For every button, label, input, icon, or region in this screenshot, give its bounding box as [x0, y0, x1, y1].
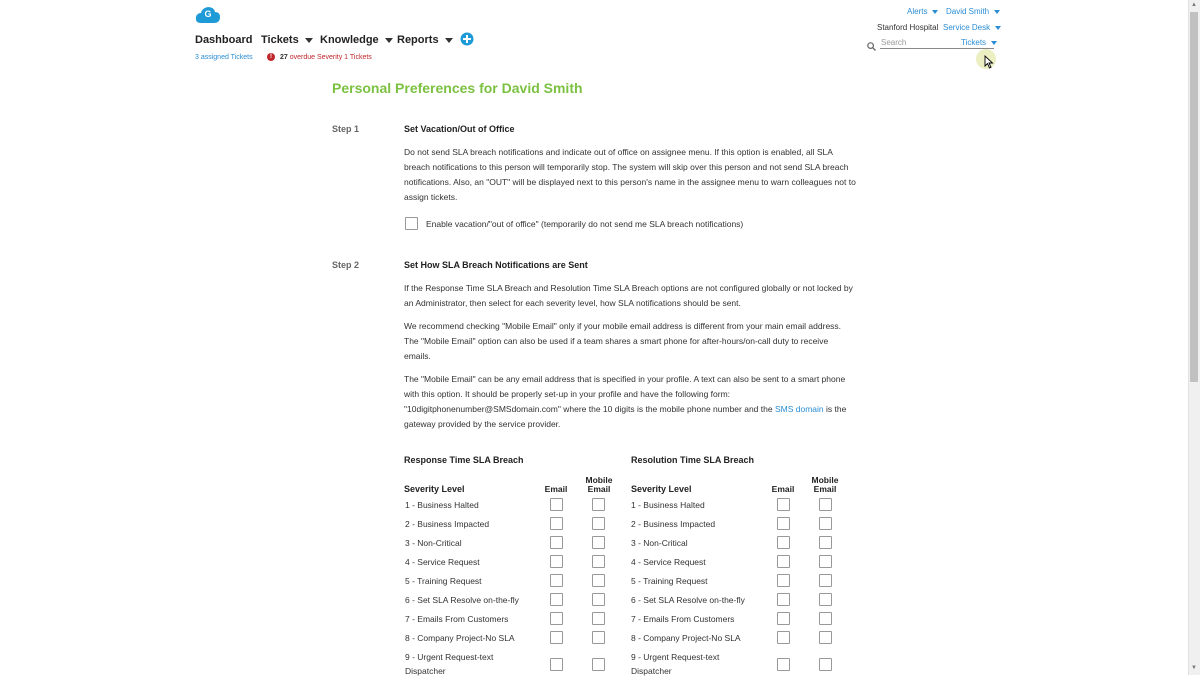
search-input[interactable]: Search — [880, 37, 994, 49]
response-severity-label: 6 - Set SLA Resolve on-the-fly — [405, 595, 519, 605]
resolution-mobile-email-checkbox[interactable] — [819, 555, 832, 568]
plus-circle-icon — [460, 32, 474, 46]
resolution-col-mobile-email: Mobile Email — [811, 475, 839, 494]
response-mobile-email-checkbox[interactable] — [592, 593, 605, 606]
nav-reports[interactable]: Reports — [397, 34, 453, 46]
logo-letter: G — [204, 9, 212, 19]
resolution-email-checkbox[interactable] — [777, 593, 790, 606]
resolution-email-checkbox[interactable] — [777, 612, 790, 625]
resolution-mobile-email-checkbox[interactable] — [819, 631, 832, 644]
resolution-severity-label: 6 - Set SLA Resolve on-the-fly — [631, 595, 745, 605]
response-mobile-email-checkbox[interactable] — [592, 536, 605, 549]
resolution-mobile-email-checkbox[interactable] — [819, 517, 832, 530]
page-title: Personal Preferences for David Smith — [332, 80, 583, 96]
step2-label: Step 2 — [332, 260, 360, 270]
overdue-tickets-link[interactable]: ! 27 overdue Severity 1 Tickets — [267, 53, 372, 61]
vacation-checkbox[interactable] — [405, 217, 418, 230]
response-table-title: Response Time SLA Breach — [404, 455, 524, 465]
scrollbar-thumb[interactable] — [1190, 12, 1198, 382]
response-severity-label: 3 - Non-Critical — [405, 538, 462, 548]
response-email-checkbox[interactable] — [550, 498, 563, 511]
response-severity-label: 8 - Company Project-No SLA — [405, 633, 515, 643]
resolution-severity-label: 4 - Service Request — [631, 557, 706, 567]
resolution-col-severity: Severity Level — [631, 484, 692, 494]
response-mobile-email-checkbox[interactable] — [592, 555, 605, 568]
response-email-checkbox[interactable] — [550, 517, 563, 530]
chevron-down-icon — [932, 10, 938, 14]
response-mobile-email-checkbox[interactable] — [592, 498, 605, 511]
resolution-mobile-email-checkbox[interactable] — [819, 498, 832, 511]
chevron-down-icon — [991, 41, 997, 45]
user-menu[interactable]: David Smith — [946, 7, 1000, 16]
logo[interactable] — [195, 6, 221, 24]
resolution-email-checkbox[interactable] — [777, 498, 790, 511]
step1-heading: Set Vacation/Out of Office — [404, 124, 515, 134]
resolution-severity-label-continued: Dispatcher — [631, 666, 672, 676]
response-mobile-email-checkbox[interactable] — [592, 612, 605, 625]
resolution-severity-label: 9 - Urgent Request-text — [631, 652, 720, 662]
resolution-table-title: Resolution Time SLA Breach — [631, 455, 755, 465]
response-severity-label: 5 - Training Request — [405, 576, 482, 586]
response-severity-label-continued: Dispatcher — [405, 666, 446, 676]
response-email-checkbox[interactable] — [550, 574, 563, 587]
sms-domain-link[interactable]: SMS domain — [774, 404, 824, 414]
mouse-pointer-icon — [984, 55, 994, 74]
chevron-down-icon — [994, 10, 1000, 14]
chevron-down-icon — [385, 38, 393, 43]
nav-dashboard[interactable]: Dashboard — [195, 34, 253, 46]
response-severity-label: 4 - Service Request — [405, 557, 480, 567]
alert-icon: ! — [267, 53, 275, 61]
resolution-severity-label: 8 - Company Project-No SLA — [631, 633, 741, 643]
service-desk-menu[interactable]: Service Desk — [943, 23, 1001, 32]
response-severity-label: 9 - Urgent Request-text — [405, 652, 494, 662]
step1-label: Step 1 — [332, 124, 360, 134]
response-severity-label: 7 - Emails From Customers — [405, 614, 509, 624]
resolution-email-checkbox[interactable] — [777, 536, 790, 549]
response-email-checkbox[interactable] — [550, 612, 563, 625]
response-severity-label: 2 - Business Impacted — [405, 519, 490, 529]
step2-para-2: We recommend checking "Mobile Email" only if your mobile email address is different from your main email address. The "Mobile Email" option can also be used if a team shares a smart phone for after-hours/on-call duty to receive emails. — [404, 321, 842, 361]
step1-description: Do not send SLA breach notifications and indicate out of office on assignee menu. If this option is enabled, all SLA breach notifications to this person will temporarily stop. The system will skip over this person and not send SLA breach notifications. Also, an "OUT" will be displayed next to this person's name in the assignee menu to warn colleagues not to assign tickets. — [404, 147, 856, 202]
search-scope-select[interactable]: Tickets — [961, 38, 997, 47]
response-col-email: Email — [544, 484, 568, 494]
step2-para-3: The "Mobile Email" can be any email address that is specified in your profile. A text can also be sent to a smart phone with this option. It should be properly set-up in your profile and have the following form: "10digitphonenumber@SMSdomain.com" where the 10 digits is the mobile phone number and the SMS domain is the gateway provided by the service provider. — [404, 374, 847, 429]
response-mobile-email-checkbox[interactable] — [592, 658, 605, 671]
add-button[interactable] — [460, 32, 474, 51]
response-col-mobile-email: Mobile Email — [585, 475, 613, 494]
resolution-email-checkbox[interactable] — [777, 517, 790, 530]
resolution-severity-label: 5 - Training Request — [631, 576, 708, 586]
response-email-checkbox[interactable] — [550, 658, 563, 671]
chevron-down-icon — [305, 38, 313, 43]
resolution-email-checkbox[interactable] — [777, 658, 790, 671]
assigned-tickets-link[interactable]: 3 assigned Tickets — [195, 54, 253, 61]
resolution-severity-label: 7 - Emails From Customers — [631, 614, 735, 624]
step2-heading: Set How SLA Breach Notifications are Sent — [404, 260, 588, 270]
response-col-severity: Severity Level — [404, 484, 465, 494]
resolution-mobile-email-checkbox[interactable] — [819, 658, 832, 671]
response-email-checkbox[interactable] — [550, 631, 563, 644]
response-mobile-email-checkbox[interactable] — [592, 631, 605, 644]
nav-tickets[interactable]: Tickets — [261, 34, 313, 46]
resolution-mobile-email-checkbox[interactable] — [819, 536, 832, 549]
org-name: Stanford Hospital — [877, 23, 939, 32]
scroll-up-icon[interactable]: ▲ — [1191, 2, 1197, 8]
resolution-severity-label: 2 - Business Impacted — [631, 519, 716, 529]
chevron-down-icon — [445, 38, 453, 43]
resolution-mobile-email-checkbox[interactable] — [819, 593, 832, 606]
vacation-checkbox-label: Enable vacation/"out of office" (temporarily do not send me SLA breach notifications) — [426, 219, 744, 229]
alerts-menu[interactable]: Alerts — [907, 7, 938, 16]
nav-knowledge[interactable]: Knowledge — [320, 34, 393, 46]
resolution-email-checkbox[interactable] — [777, 555, 790, 568]
resolution-email-checkbox[interactable] — [777, 631, 790, 644]
response-severity-label: 1 - Business Halted — [405, 500, 479, 510]
resolution-col-email: Email — [771, 484, 795, 494]
resolution-mobile-email-checkbox[interactable] — [819, 612, 832, 625]
response-mobile-email-checkbox[interactable] — [592, 517, 605, 530]
search-icon — [867, 38, 876, 56]
resolution-severity-label: 3 - Non-Critical — [631, 538, 688, 548]
response-email-checkbox[interactable] — [550, 555, 563, 568]
response-email-checkbox[interactable] — [550, 536, 563, 549]
response-email-checkbox[interactable] — [550, 593, 563, 606]
scroll-down-icon[interactable]: ▼ — [1191, 665, 1197, 671]
resolution-severity-label: 1 - Business Halted — [631, 500, 705, 510]
chevron-down-icon — [995, 26, 1001, 30]
response-mobile-email-checkbox[interactable] — [592, 574, 605, 587]
resolution-mobile-email-checkbox[interactable] — [819, 574, 832, 587]
resolution-email-checkbox[interactable] — [777, 574, 790, 587]
step2-para-1: If the Response Time SLA Breach and Resolution Time SLA Breach options are not configured globally or not locked by an Administrator, then select for each severity level, how SLA notifications should be sent. — [404, 283, 853, 308]
